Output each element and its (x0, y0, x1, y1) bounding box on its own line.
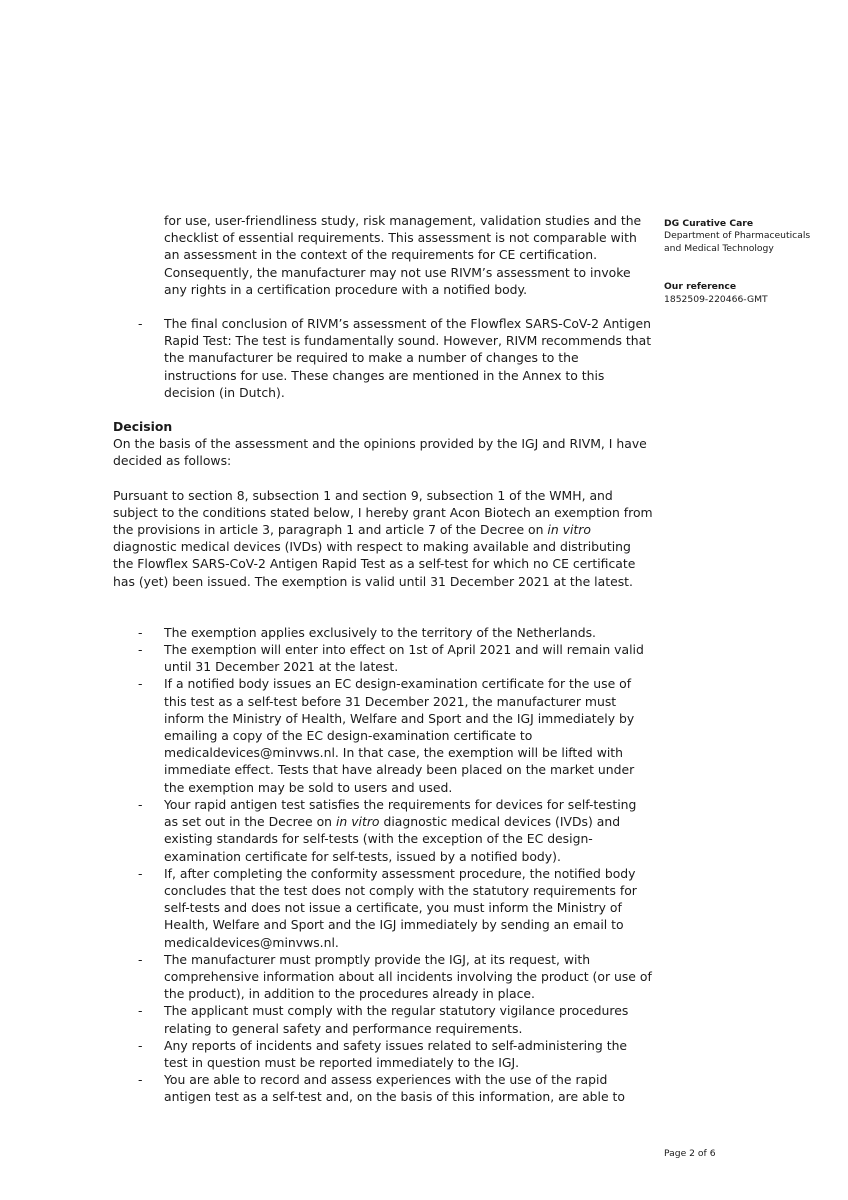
condition-text: If, after completing the conformity assessment procedure, the notified body concludes that the test does not comply with the statutory requirements for self-tests and does not issue a certificate, you must inform the Ministry of Health, Welfare and Sport and the IGJ immediately by sending an email to medicaldevices@minvws.nl. (164, 865, 637, 950)
conclusion-text: The final conclusion of RIVM’s assessment of the Flowflex SARS-CoV-2 Antigen Rapid Test: The test is fundamentally sound. However, RIVM recommends that the manufacturer be required to make a number of changes to the instructions for use. These changes are mentioned in the Annex to this decision (in Dutch). (164, 316, 652, 400)
condition-text: The exemption applies exclusively to the territory of the Netherlands. (164, 624, 596, 640)
condition-text (164, 797, 636, 864)
dash-bullet: - (138, 1003, 143, 1019)
dash-bullet: - (138, 316, 143, 332)
condition-text: The exemption will enter into effect on 1st of April 2021 and will remain valid until 31 December 2021 at the latest. (164, 642, 644, 675)
condition-text-part2: diagnostic medical devices (IVDs) and existing standards for self-tests (with the exception of the EC design-examination certificate for self-tests, issued by a notified body). (164, 814, 621, 864)
sidebar-info (664, 218, 814, 306)
dash-bullet: - (138, 624, 143, 640)
department-title: DG Curative Care (664, 218, 754, 229)
decision-paragraph (113, 487, 653, 590)
dash-bullet: - (138, 642, 143, 658)
list-item (113, 641, 653, 675)
condition-text: The applicant must comply with the regular statutory vigilance procedures relating to general safety and performance requirements. (164, 1003, 629, 1036)
conditions-list (113, 624, 653, 1106)
reference-label: Our reference (664, 281, 737, 293)
dash-bullet: - (138, 1072, 143, 1088)
list-item (113, 951, 653, 1003)
condition-text: If a notified body issues an EC design-examination certificate for the use of this test as a self-test before 31 December 2021, the manufacturer must inform the Ministry of Health, Welfare and Sport and the IGJ immediately by emailing a copy of the EC design-examination certificate to medicaldevices@minvws.nl. In that case, the exemption will be lifted with immediate effect. Tests that have already been placed on the market under the exemption may be sold to users and used. (164, 676, 635, 795)
dash-bullet: - (138, 676, 143, 692)
decision-intro: On the basis of the assessment and the opinions provided by the IGJ and RIVM, I have decided as follows: (113, 436, 647, 469)
condition-text: The manufacturer must promptly provide the IGJ, at its request, with comprehensive information about all incidents involving the product (or use of the product), in addition to the procedures already in place. (164, 951, 652, 1002)
list-item (113, 315, 653, 401)
reference-value: 1852509-220466-GMT (664, 293, 768, 305)
condition-text: Any reports of incidents and safety issues related to self-administering the test in question must be reported immediately to the IGJ. (164, 1037, 628, 1070)
dash-bullet: - (138, 796, 143, 812)
decision-heading: Decision (113, 419, 173, 435)
condition-text-part1: Your rapid antigen test satisfies the requirements for devices for self-testing as set out in the Decree on (164, 796, 637, 830)
list-item (113, 624, 653, 641)
decision-text-part2: diagnostic medical devices (IVDs) with respect to making available and distributing the Flowflex SARS-CoV-2 Antigen Rapid Test as a self-test for which no CE certificate has (yet) been issued. The exemption is valid until 31 December 2021 at the latest. (113, 539, 636, 589)
decision-text-italic: in vitro (547, 522, 591, 538)
condition-text: You are able to record and assess experiences with the use of the rapid antigen test as a self-test and, on the basis of this information, are able to (164, 1072, 625, 1105)
list-item (113, 1037, 653, 1071)
main-body (113, 212, 653, 1106)
continuation-paragraph: for use, user-friendliness study, risk management, validation studies and the checklist of essential requirements. This assessment is not comparable with an assessment in the context of the requirements for CE certification. Consequently, the manufacturer may not use RIVM’s assessment to invoke any rights in a certification procedure with a notified body. (164, 213, 642, 297)
department-name: Department of Pharmaceuticals and Medical Technology (664, 230, 811, 254)
conclusion-list (113, 315, 653, 401)
decision-text-part1: Pursuant to section 8, subsection 1 and section 9, subsection 1 of the WMH, and subject to the conditions stated below, I hereby grant Acon Biotech an exemption from the provisions in article 3, paragraph 1 and article 7 of the Decree on (113, 487, 653, 538)
dash-bullet: - (138, 951, 143, 967)
list-item (113, 675, 653, 795)
list-item (113, 1071, 653, 1105)
list-item (113, 1002, 653, 1036)
condition-text-italic: in vitro (335, 814, 380, 830)
list-item (113, 865, 653, 951)
dash-bullet: - (138, 1037, 143, 1053)
list-item (113, 796, 653, 865)
dash-bullet: - (138, 865, 143, 881)
page-number: Page 2 of 6 (664, 1148, 716, 1159)
